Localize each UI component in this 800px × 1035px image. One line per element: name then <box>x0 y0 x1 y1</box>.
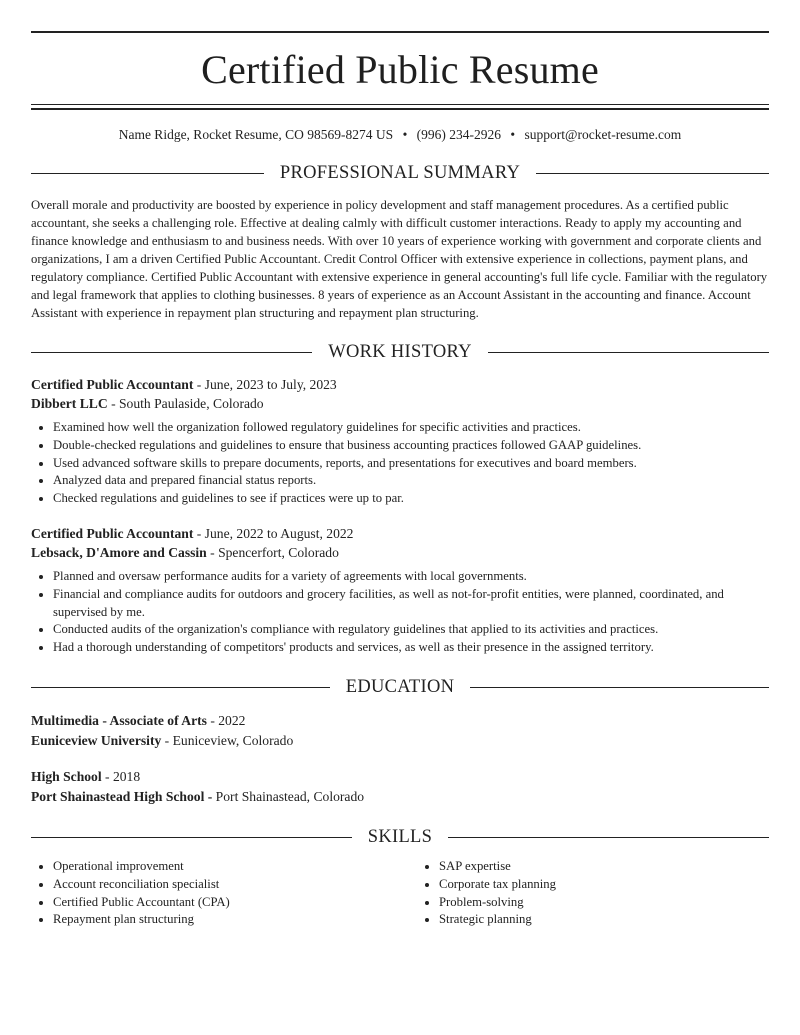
job-title: Certified Public Accountant <box>31 377 194 392</box>
job-duties <box>31 419 769 508</box>
edu-degree: High School <box>31 768 102 784</box>
edu-school-line <box>31 787 769 807</box>
section-title: SKILLS <box>367 826 433 847</box>
heading-rule-left <box>31 173 264 174</box>
job-title-line <box>31 524 769 543</box>
education-entry <box>31 711 769 751</box>
skill-item: • Corporate tax planning <box>439 876 769 894</box>
skill-item: • Certified Public Accountant (CPA) <box>53 894 393 912</box>
section-title: EDUCATION <box>345 676 455 697</box>
skills-list-right <box>417 858 769 929</box>
job-dates: - June, 2023 to July, 2023 <box>193 377 337 392</box>
contact-separator: • <box>510 127 516 142</box>
duty-item: • Double-checked regulations and guidelines to ensure that business accounting practices followed GAAP guidelines. <box>53 437 769 455</box>
duty-item: • Used advanced software skills to prepare documents, reports, and presentations for executives and board members. <box>53 455 769 473</box>
contact-address: Name Ridge, Rocket Resume, CO 98569-8274 US <box>118 127 394 142</box>
summary-text: Overall morale and productivity are boosted by experience in policy development and staff management procedures. As a certified public accountant, she seeks a challenging role. Effective at dealing calmly with difficult customer interactions. Ready to apply my accounting and finance knowledge and enthusiasm to and business needs. With over 10 years of experience working with government and corporate clients and organizations, I am a driven Certified Public Accountant. Credit Control Officer with extensive experience in collections, payment plans, and regulatory compliance. Certified Public Accountant with extensive experience in general accounting's full life cycle. Familiar with the regulatory and legal framework that applies to clothing businesses. 8 years of experience as an Account Assistant in the accounting and finance. Account Assistant with experience in repayment plan structuring and repayment plan structuring. <box>31 198 768 320</box>
section-title: WORK HISTORY <box>328 342 472 362</box>
duty-item: • Conducted audits of the organization's compliance with regulatory guidelines that applied to its activities and practices. <box>53 621 769 639</box>
skills-list-left <box>31 858 393 929</box>
duty-item: • Financial and compliance audits for outdoors and grocery facilities, as well as not-for-profit entities, were planned, coordinated, and supervised by me. <box>53 586 769 622</box>
job-entry <box>31 375 769 508</box>
job-location: - Spencerfort, Colorado <box>206 544 339 560</box>
skill-item: • SAP expertise <box>439 858 769 876</box>
duty-item: • Checked regulations and guidelines to see if practices were up to par. <box>53 490 769 508</box>
job-title: Certified Public Accountant <box>31 525 194 541</box>
job-dates: - June, 2022 to August, 2022 <box>193 525 354 541</box>
job-company: Dibbert LLC <box>31 396 108 411</box>
job-company-line <box>31 543 769 562</box>
summary-heading <box>31 163 769 184</box>
job-company: Lebsack, D'Amore and Cassin <box>31 544 207 560</box>
duty-item: • Analyzed data and prepared financial status reports. <box>53 472 769 490</box>
edu-location: - Euniceview, Colorado <box>161 732 294 748</box>
resume-title: Certified Public Resume <box>201 47 599 92</box>
heading-rule-right <box>488 352 769 353</box>
top-rule <box>31 31 769 33</box>
skill-item: • Operational improvement <box>53 858 393 876</box>
edu-year: - 2022 <box>206 712 246 728</box>
duty-item: • Planned and oversaw performance audits for a variety of agreements with local governments. <box>53 568 769 586</box>
skill-item: • Account reconciliation specialist <box>53 876 393 894</box>
contact-email[interactable]: support@rocket-resume.com <box>524 127 682 142</box>
skill-item: • Repayment plan structuring <box>53 911 393 929</box>
contact-phone: (996) 234-2926 <box>416 127 502 142</box>
job-location: - South Paulaside, Colorado <box>107 396 264 411</box>
duty-item: • Had a thorough understanding of competitors' products and services, as well as their presence in the assigned territory. <box>53 639 769 657</box>
job-title-line <box>31 375 769 394</box>
title-double-rule <box>31 104 769 110</box>
edu-school: Port Shainastead High School - <box>31 788 213 804</box>
edu-degree-line <box>31 767 769 787</box>
contact-line <box>31 127 769 143</box>
skills-heading <box>31 827 769 848</box>
contact-separator: • <box>402 127 408 142</box>
edu-school: Euniceview University <box>31 732 162 748</box>
heading-rule-right <box>470 687 769 688</box>
heading-rule-left <box>31 352 312 353</box>
edu-degree: Multimedia - Associate of Arts <box>31 712 207 728</box>
education-heading <box>31 677 769 698</box>
section-title: PROFESSIONAL SUMMARY <box>279 163 521 183</box>
heading-rule-left <box>31 837 352 838</box>
edu-school-line <box>31 731 769 751</box>
job-company-line <box>31 394 769 413</box>
heading-rule-right <box>448 837 769 838</box>
edu-location: Port Shainastead, Colorado <box>212 788 365 804</box>
job-duties <box>31 568 769 657</box>
heading-rule-right <box>536 173 769 174</box>
education-entry <box>31 767 769 807</box>
edu-year: - 2018 <box>101 768 141 784</box>
resume-page <box>31 0 769 929</box>
heading-rule-left <box>31 687 330 688</box>
duty-item: • Examined how well the organization followed regulatory guidelines for specific activities and practices. <box>53 419 769 437</box>
skills-columns <box>31 858 769 929</box>
skill-item: • Problem-solving <box>439 894 769 912</box>
edu-degree-line <box>31 711 769 731</box>
job-entry <box>31 524 769 657</box>
skill-item: • Strategic planning <box>439 911 769 929</box>
work-history-heading <box>31 342 769 363</box>
